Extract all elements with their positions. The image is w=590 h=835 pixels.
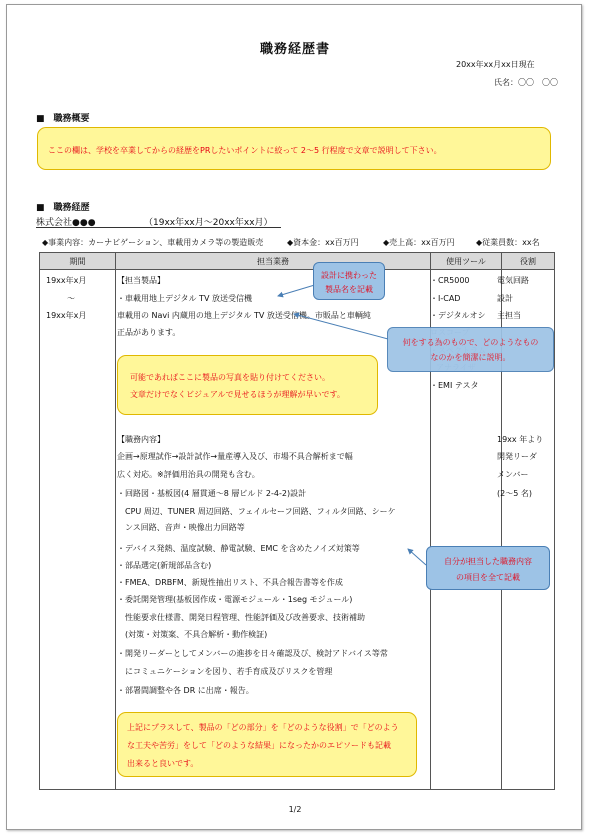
company-period: （19xx年xx月～20xx年xx月） xyxy=(144,218,273,228)
period-from: 19xx年x月 xyxy=(46,276,87,285)
header-period: 期間 xyxy=(40,253,116,270)
period-separator: ～ xyxy=(67,294,75,303)
header-duties: 担当業務 xyxy=(116,253,431,270)
callout-text: 製品名を記載 xyxy=(325,285,373,294)
page-title: 職務経歴書 xyxy=(259,42,330,57)
duty-line: CPU 周辺、TUNER 周辺回路、フェイルセーフ回路、フィルタ回路、シーケ xyxy=(117,507,396,516)
tool-item: ・CR5000 xyxy=(430,276,470,285)
history-heading: ■ 職務経歴 xyxy=(36,203,90,213)
tool-item: ・デジタルオシ xyxy=(430,311,486,320)
arrow-line xyxy=(408,549,426,565)
note-text: 上記にプラスして、製品の「どの部分」を「どのような役割」で「どのよう xyxy=(127,723,399,732)
page-number: 1/2 xyxy=(288,805,302,814)
role-item: 主担当 xyxy=(497,311,521,320)
duty-line: ・委託開発管理(基板図作成・電源モジュール・1seg モジュール) xyxy=(117,595,353,604)
date-text: 20xx年xx月xx日現在 xyxy=(456,60,535,69)
tool-item: ・EMI テスタ xyxy=(430,381,479,390)
employees-info: ◆従業員数：xx名 xyxy=(476,238,540,247)
duty-line: ・FMEA、DRBFM、新規性抽出リスト、不具合報告書等を作成 xyxy=(117,578,343,587)
duty-line: にコミュニケーションを図り、若手育成及びリスクを管理 xyxy=(117,667,333,676)
note-text: 可能であればここに製品の写真を貼り付けてください。 xyxy=(130,373,330,382)
photo-note xyxy=(117,355,378,415)
duty-line: 企画→原理試作→設計試作→量産導入及び、市場不具合解析まで幅 xyxy=(117,452,353,461)
note-text: 文章だけでなくビジュアルで見せるほうが理解が早いです。 xyxy=(130,390,345,399)
note-text: 出来ると良いです。 xyxy=(127,759,199,768)
callout-text: の項目を全て記載 xyxy=(456,573,520,582)
duty-line: ンス回路、音声・映像出力回路等 xyxy=(117,523,245,532)
arrow-line xyxy=(294,314,388,339)
summary-heading: ■ 職務概要 xyxy=(36,114,90,124)
period-to: 19xx年x月 xyxy=(46,311,87,320)
duty-line: 性能要求仕様書、開発日程管理、性能評価及び改善要求、技術補助 xyxy=(117,613,365,622)
summary-note-text: ここの欄は、学校を卒業してからの経歴をPRしたいポイントに絞って 2～5 行程度で文章で説明して下さい。 xyxy=(48,146,442,155)
callout-text: 設計に携わった xyxy=(321,271,377,280)
callout-text: 何をする為のもので、どのようなもの xyxy=(402,338,539,347)
note-text: な工夫や苦労」をして「どのような結果」になったかのエピソードも記載 xyxy=(127,741,391,750)
duty-heading: 【職務内容】 xyxy=(117,435,165,444)
product-line: 車載用の Navi 内蔵用の地上デジタル TV 放送受信機。市販品と車輌純 xyxy=(117,311,371,320)
product-line: 正品があります。 xyxy=(117,328,181,337)
product-heading: 【担当製品】 xyxy=(117,276,165,285)
arrow-line xyxy=(278,284,318,296)
sales-info: ◆売上高：xx百万円 xyxy=(383,238,455,247)
product-line: ・車載用地上デジタル TV 放送受信機 xyxy=(117,294,252,303)
tool-item: ・I-CAD xyxy=(430,294,461,303)
capital-info: ◆資本金：xx百万円 xyxy=(287,238,359,247)
episode-note xyxy=(117,712,417,777)
duty-line: (対策・対策案、不具合解析・動作検証) xyxy=(117,630,268,639)
duty-line: ・部品選定(新規部品含む) xyxy=(117,561,212,570)
role-item: 電気回路 xyxy=(497,276,529,285)
role-item: メンバー xyxy=(497,470,529,479)
header-role: 役割 xyxy=(502,253,555,270)
role-item: (2～5 名) xyxy=(497,489,532,498)
role-item: 設計 xyxy=(497,294,513,303)
product-description-callout xyxy=(387,327,554,372)
duty-line: ・回路図・基板図(4 層貫通～8 層ビルド 2-4-2)設計 xyxy=(117,489,307,498)
product-name-callout xyxy=(313,262,385,300)
company-name: 株式会社●●● xyxy=(36,218,96,228)
name-text: 氏名：〇〇 〇〇 xyxy=(494,78,558,87)
duty-line: ・部署間調整や各 DR に出席・報告。 xyxy=(117,686,254,695)
business-info: ◆事業内容：カーナビゲーション、車載用カメラ等の製造販売 xyxy=(42,238,264,247)
header-tools: 使用ツール xyxy=(431,253,502,270)
duty-line: 広く対応。※評価用治具の開発も含む。 xyxy=(117,470,260,479)
callout-text: 自分が担当した職務内容 xyxy=(444,557,532,566)
role-item: 開発リーダ xyxy=(497,452,537,461)
role-item: 19xx 年より xyxy=(497,435,544,444)
duty-items-callout xyxy=(426,546,550,590)
callout-text: なのかを簡潔に説明。 xyxy=(430,353,511,362)
duty-line: ・デバイス発熱、温度試験、静電試験、EMC を含めたノイズ対策等 xyxy=(117,544,360,553)
duty-line: ・開発リーダーとしてメンバーの進捗を日々確認及び、検討アドバイス等常 xyxy=(117,649,388,658)
